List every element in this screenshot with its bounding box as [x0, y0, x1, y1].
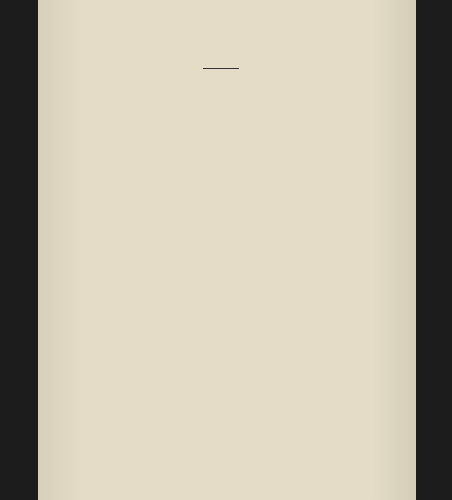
book-page: [38, 0, 416, 500]
title-rule: [203, 68, 239, 69]
